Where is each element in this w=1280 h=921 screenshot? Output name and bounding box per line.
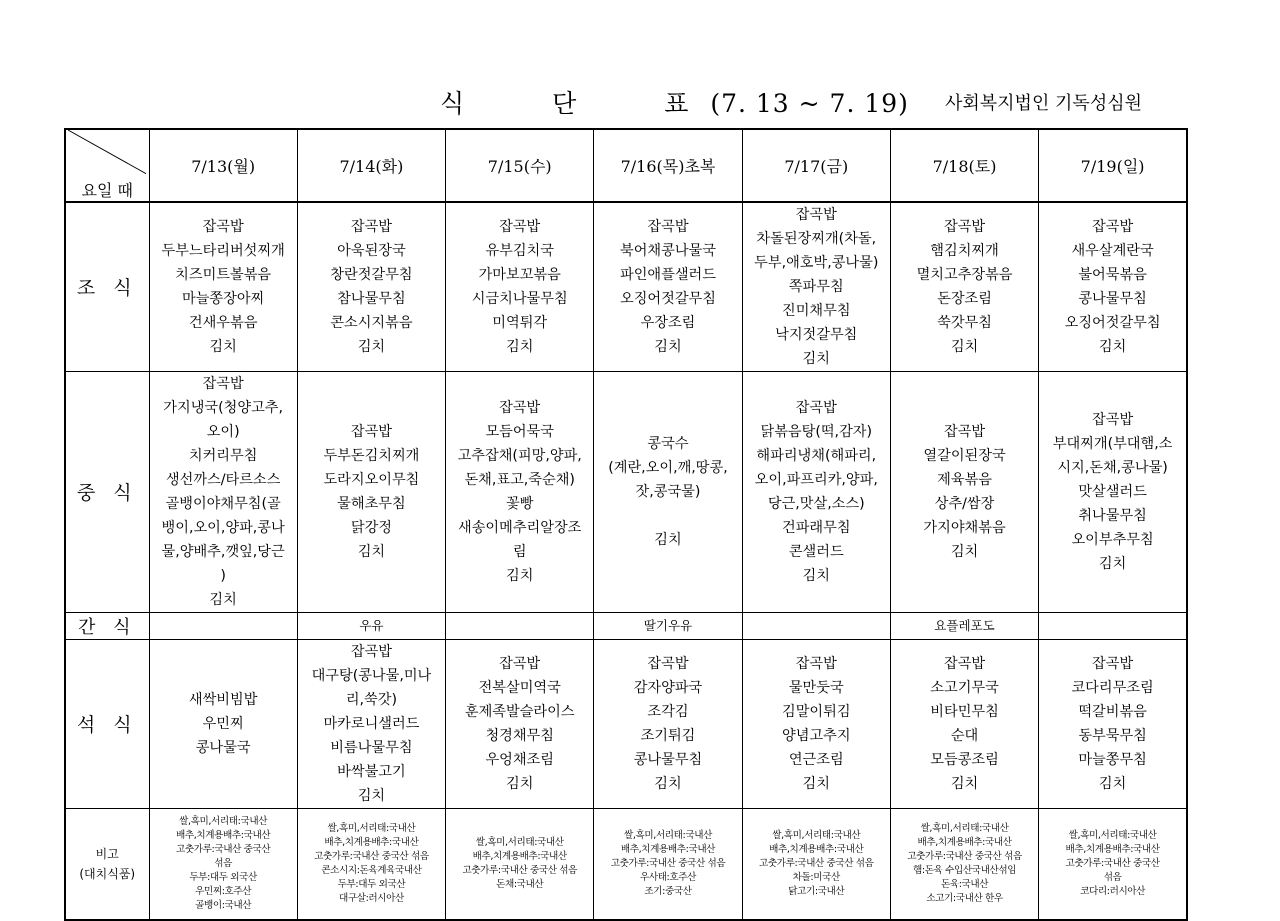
note-line: 닭고기:국내산 — [788, 886, 845, 898]
dinner-cell — [594, 639, 742, 808]
menu-item: 물만둣국 — [788, 679, 844, 696]
menu-item: 새송이메추리알장조 — [458, 519, 582, 536]
menu-item: 제육볶음 — [937, 471, 992, 488]
day-header: 7/15(수) — [446, 129, 594, 202]
menu-item: 꽃빵 — [505, 495, 534, 512]
notes-cell — [742, 808, 890, 920]
day-header: 7/19(일) — [1039, 129, 1187, 202]
menu-item: 모듬어묵국 — [485, 423, 554, 440]
menu-item: 오이부추무침 — [1071, 531, 1154, 548]
day-header: 7/14(화) — [297, 129, 445, 202]
note-line: 두부:대두 외국산 — [337, 879, 406, 891]
menu-item: 도라지오이무침 — [323, 471, 420, 488]
menu-item: 건새우볶음 — [188, 314, 258, 331]
note-line: 우사태:호주산 — [639, 872, 696, 884]
menu-item: 오이,파프리카,양파, — [754, 471, 878, 488]
note-line: 콘소시지:돈육계육국내산 — [321, 865, 422, 877]
note-line: 섞음 — [214, 858, 233, 870]
note-line: 배추,치계용배추:국내산 — [1065, 844, 1160, 856]
menu-item: 멸치고추장볶음 — [916, 266, 1013, 283]
menu-item: 돈장조림 — [937, 290, 992, 307]
corner-cell — [65, 129, 149, 202]
menu-item: 잡곡밥 — [943, 423, 986, 440]
lunch-row — [65, 371, 1187, 612]
header-row — [65, 129, 1187, 202]
menu-item: 닭볶음탕(떡,감자) — [760, 423, 873, 440]
menu-item: 잡곡밥 — [1092, 218, 1134, 235]
menu-item: 대구탕(콩나물,미나 — [311, 667, 432, 684]
menu-item: 김치 — [505, 567, 534, 584]
menu-item: 조각김 — [647, 703, 689, 720]
menu-item: 우민찌 — [202, 715, 244, 732]
menu-item: 콩국수 — [647, 435, 689, 452]
note-line: 햄:돈육 수입산국내산섞임 — [913, 865, 1017, 877]
menu-item: 잡곡밥 — [350, 218, 392, 235]
menu-item: 잡곡밥 — [499, 218, 541, 235]
menu-item: 쪽파무침 — [788, 278, 844, 295]
menu-item: 물,양배추,깻잎,당근 — [161, 543, 285, 560]
note-line: 소고기:국내산 한우 — [926, 893, 1003, 905]
notes-label — [65, 808, 149, 920]
note-line: 두부:대두 외국산 — [189, 872, 257, 884]
menu-item: 순대 — [950, 727, 979, 744]
menu-item: 잡곡밥 — [499, 655, 541, 672]
menu-item: 김치 — [654, 775, 682, 792]
breakfast-cell — [297, 202, 445, 372]
menu-item: 닭강정 — [350, 519, 392, 536]
menu-item: 소고기무국 — [930, 679, 999, 696]
menu-item: 잡곡밥 — [202, 218, 244, 235]
meal-label: 석 식 — [65, 639, 149, 808]
menu-item: 김치 — [505, 338, 534, 355]
menu-item: 전복살미역국 — [478, 679, 561, 696]
note-line: 고춧가루:국내산 중국산 섞음 — [758, 858, 874, 870]
title-char: 표 — [664, 89, 690, 118]
note-line: 고춧가루:국내산 중국산 섞음 — [907, 851, 1022, 863]
breakfast-cell — [446, 202, 594, 372]
notes-label-line: (대치식품) — [79, 867, 136, 882]
menu-item — [596, 504, 739, 528]
menu-item: 잡곡밥 — [1092, 655, 1134, 672]
menu-item: 진미채무침 — [782, 302, 851, 319]
menu-item: 떡갈비볶음 — [1078, 703, 1147, 720]
lunch-cell — [149, 371, 297, 612]
menu-item: 김치 — [505, 775, 534, 792]
note-line: 골뱅이:국내산 — [195, 900, 252, 912]
title-period: (7. 13 ~ 7. 19) — [710, 89, 909, 118]
menu-item: 새싹비빔밥 — [188, 691, 258, 708]
menu-item: 잡곡밥 — [350, 643, 392, 660]
day-header: 7/17(금) — [742, 129, 890, 202]
menu-item: 미역튀각 — [492, 314, 548, 331]
note-line: 조기:중국산 — [644, 886, 692, 898]
menu-item: 마카로니샐러드 — [323, 715, 420, 732]
note-line: 배추,치계용배추:국내산 — [176, 830, 271, 842]
menu-item: 창란젓갈무침 — [330, 266, 413, 283]
menu-item: 훈제족발슬라이스 — [464, 703, 575, 720]
menu-item: 잡곡밥 — [943, 218, 986, 235]
menu-item: 콘소시지볶음 — [330, 314, 413, 331]
menu-item: 우엉채조림 — [485, 751, 554, 768]
breakfast-cell — [594, 202, 742, 372]
note-line: 돈채:국내산 — [496, 879, 544, 891]
breakfast-cell — [1039, 202, 1187, 372]
notes-cell — [1039, 808, 1187, 920]
menu-item: 김치 — [209, 591, 237, 608]
menu-item: 상추/쌈장 — [934, 495, 995, 512]
menu-item: 김치 — [950, 775, 979, 792]
menu-item: 잣,콩국물) — [635, 483, 701, 500]
note-line: 고춧가루:국내산 중국산 섞음 — [314, 851, 429, 863]
menu-item: 김치 — [357, 543, 386, 560]
menu-item: 리,쑥갓) — [345, 691, 397, 708]
menu-item: 생선까스/타르소스 — [165, 471, 281, 488]
menu-item: 치즈미트볼볶음 — [175, 266, 272, 283]
menu-item: 북어채콩나물국 — [620, 242, 716, 259]
menu-item: 비름나물무침 — [330, 739, 413, 756]
note-line: 쌀,흑미,서리태:국내산 — [179, 816, 268, 828]
snack-cell: 우유 — [297, 612, 445, 639]
meal-label: 중 식 — [65, 371, 149, 612]
menu-item: 가지냉국(청양고추, — [163, 399, 283, 416]
breakfast-cell — [742, 202, 890, 372]
menu-item: 새우살계란국 — [1071, 242, 1154, 259]
corner-time-label: 때 — [117, 180, 133, 200]
menu-item: 콩나물국 — [195, 739, 251, 756]
menu-item: 바싹불고기 — [337, 763, 406, 780]
menu-item: 잡곡밥 — [202, 375, 244, 392]
day-header: 7/16(목)초복 — [594, 129, 742, 202]
note-line: 돈육:국내산 — [940, 879, 989, 891]
lunch-cell — [1039, 371, 1187, 612]
title-char: 단 — [552, 89, 578, 118]
menu-item: 코다리무조림 — [1071, 679, 1154, 696]
menu-item: 파인애플샐러드 — [620, 266, 716, 283]
snack-cell — [1039, 612, 1187, 639]
menu-item: 콩나물무침 — [1078, 290, 1147, 307]
menu-item: 김치 — [654, 531, 682, 548]
snack-cell — [149, 612, 297, 639]
menu-item: 해파리냉채(해파리, — [756, 447, 877, 464]
menu-item: 김치 — [1098, 555, 1127, 572]
lunch-cell — [297, 371, 445, 612]
menu-item: 물해초무침 — [337, 495, 406, 512]
menu-item: 잡곡밥 — [795, 206, 837, 223]
note-line: 코다리:러시아산 — [1080, 886, 1146, 898]
menu-item: 김치 — [357, 338, 386, 355]
menu-item: 쑥갓무침 — [937, 314, 992, 331]
note-line: 우민찌:호주산 — [195, 886, 252, 898]
menu-item: 고추잡채(피망,양파, — [457, 447, 582, 464]
meal-plan-table — [64, 128, 1188, 921]
menu-item: 김치 — [1098, 775, 1127, 792]
menu-item: 청경채무침 — [485, 727, 554, 744]
menu-item: ) — [220, 567, 226, 584]
dinner-cell — [890, 639, 1038, 808]
menu-item: 가지야채볶음 — [923, 519, 1006, 536]
lunch-cell — [594, 371, 742, 612]
menu-item: 오이) — [206, 423, 240, 440]
menu-item: 콩나물무침 — [633, 751, 703, 768]
menu-item: 비타민무침 — [930, 703, 999, 720]
note-line: 쌀,흑미,서리태:국내산 — [327, 823, 416, 835]
lunch-cell — [446, 371, 594, 612]
menu-item: 취나물무침 — [1078, 507, 1147, 524]
lunch-cell — [890, 371, 1038, 612]
menu-item: 김치 — [802, 350, 830, 367]
breakfast-cell — [149, 202, 297, 372]
menu-item: 부대찌개(부대햄,소 — [1052, 435, 1173, 452]
menu-item: 잡곡밥 — [647, 655, 689, 672]
notes-label-line: 비고 — [95, 847, 119, 862]
day-header: 7/18(토) — [890, 129, 1038, 202]
menu-item: 김치 — [1098, 338, 1127, 355]
menu-item: 잡곡밥 — [499, 399, 541, 416]
note-line: 고춧가루:국내산 중국산 섞음 — [610, 858, 726, 870]
menu-item: 아욱된장국 — [337, 242, 406, 259]
menu-item: 연근조림 — [788, 751, 844, 768]
notes-cell — [890, 808, 1038, 920]
menu-item: 오징어젓갈무침 — [620, 290, 716, 307]
menu-item: 잡곡밥 — [943, 655, 986, 672]
note-line: 배추,치계용배추:국내산 — [769, 844, 864, 856]
menu-item: 잡곡밥 — [795, 655, 837, 672]
note-line: 쌀,흑미,서리태:국내산 — [1068, 830, 1157, 842]
menu-item: 잡곡밥 — [350, 423, 392, 440]
snack-cell — [446, 612, 594, 639]
notes-cell — [446, 808, 594, 920]
menu-item: 림 — [512, 543, 527, 560]
menu-item: 치커리무침 — [188, 447, 258, 464]
corner-day-label: 요일 — [81, 180, 113, 200]
menu-item: 낙지젓갈무침 — [775, 326, 858, 343]
meal-label: 간 식 — [65, 612, 149, 639]
menu-item: 오징어젓갈무침 — [1064, 314, 1161, 331]
note-line: 대구살:러시아산 — [338, 893, 404, 905]
menu-item: 불어묵볶음 — [1078, 266, 1147, 283]
dinner-cell — [297, 639, 445, 808]
menu-item: 김치 — [654, 338, 682, 355]
snack-cell: 요플레포도 — [890, 612, 1038, 639]
menu-item: 시지,돈채,콩나물) — [1057, 459, 1168, 476]
menu-item: 두부,애호박,콩나물) — [754, 254, 879, 271]
menu-item: 김치 — [950, 338, 979, 355]
menu-item: 건파래무침 — [782, 519, 851, 536]
menu-item: 유부김치국 — [485, 242, 554, 259]
notes-cell — [297, 808, 445, 920]
menu-item: 김치 — [357, 787, 386, 804]
menu-item: 김말이튀김 — [782, 703, 851, 720]
note-line: 고춧가루:국내산 중국산 — [1065, 858, 1160, 870]
menu-item: 참나물무침 — [337, 290, 406, 307]
menu-item: 시금치나물무침 — [471, 290, 568, 307]
note-line: 쌀,흑미,서리태:국내산 — [475, 837, 564, 849]
notes-cell — [594, 808, 742, 920]
menu-item: 차돌된장찌개(차돌, — [756, 230, 877, 247]
day-header: 7/13(월) — [149, 129, 297, 202]
menu-item: 뱅이,오이,양파,콩나 — [161, 519, 285, 536]
menu-item: 열갈이된장국 — [923, 447, 1006, 464]
organization-name: 사회복지법인 기독성심원 — [945, 93, 1142, 114]
note-line: 고춧가루:국내산 중국산 — [176, 844, 271, 856]
snack-row — [65, 612, 1187, 639]
menu-item: 동부묵무침 — [1078, 727, 1147, 744]
menu-item: 마늘쫑장아찌 — [182, 290, 265, 307]
dinner-cell — [149, 639, 297, 808]
menu-item: (계란,오이,깨,땅콩, — [608, 459, 728, 476]
menu-item: 마늘쫑무침 — [1078, 751, 1147, 768]
menu-item: 가마보꼬볶음 — [478, 266, 561, 283]
menu-item: 콘샐러드 — [788, 543, 844, 560]
menu-item: 감자양파국 — [633, 679, 703, 696]
menu-item: 김치 — [950, 543, 979, 560]
menu-item: 돈채,표고,죽순채) — [464, 471, 575, 488]
note-line: 쌀,흑미,서리태:국내산 — [772, 830, 861, 842]
menu-item: 맛살샐러드 — [1078, 483, 1147, 500]
note-line: 차돌:미국산 — [792, 872, 840, 884]
meal-label: 조 식 — [65, 202, 149, 372]
dinner-cell — [446, 639, 594, 808]
menu-item: 잡곡밥 — [795, 399, 837, 416]
menu-item: 잡곡밥 — [1092, 411, 1134, 428]
menu-item: 김치 — [802, 775, 830, 792]
title-char: 식 — [440, 89, 466, 118]
menu-item: 조기튀김 — [640, 727, 696, 744]
page-title — [440, 84, 909, 120]
menu-item: 두부돈김치찌개 — [323, 447, 420, 464]
menu-item: 두부느타리버섯찌개 — [161, 242, 285, 259]
note-line: 쌀,흑미,서리태:국내산 — [624, 830, 712, 842]
snack-cell: 딸기우유 — [594, 612, 742, 639]
note-line: 배추,치계용배추:국내산 — [620, 844, 716, 856]
menu-item: 우장조림 — [640, 314, 696, 331]
breakfast-cell — [890, 202, 1038, 372]
snack-cell — [742, 612, 890, 639]
dinner-row — [65, 639, 1187, 808]
note-line: 배추,치계용배추:국내산 — [917, 837, 1012, 849]
menu-item: 잡곡밥 — [647, 218, 689, 235]
menu-item: 당근,맛살,소스) — [767, 495, 865, 512]
notes-cell — [149, 808, 297, 920]
dinner-cell — [742, 639, 890, 808]
menu-item: 골뱅이야채무침(골 — [165, 495, 281, 512]
menu-item: 김치 — [209, 338, 237, 355]
dinner-cell — [1039, 639, 1187, 808]
note-line: 쌀,흑미,서리태:국내산 — [920, 823, 1009, 835]
note-line: 배추,치계용배추:국내산 — [324, 837, 419, 849]
menu-item: 햄김치찌개 — [930, 242, 999, 259]
note-line: 배추,치계용배추:국내산 — [472, 851, 567, 863]
menu-item: 모듬콩조림 — [930, 751, 999, 768]
note-line: 고춧가루:국내산 중국산 섞음 — [462, 865, 577, 877]
breakfast-row — [65, 202, 1187, 372]
notes-row — [65, 808, 1187, 920]
menu-item: 양념고추지 — [782, 727, 851, 744]
menu-item: 김치 — [802, 567, 830, 584]
lunch-cell — [742, 371, 890, 612]
note-line: 섞음 — [1103, 872, 1122, 884]
